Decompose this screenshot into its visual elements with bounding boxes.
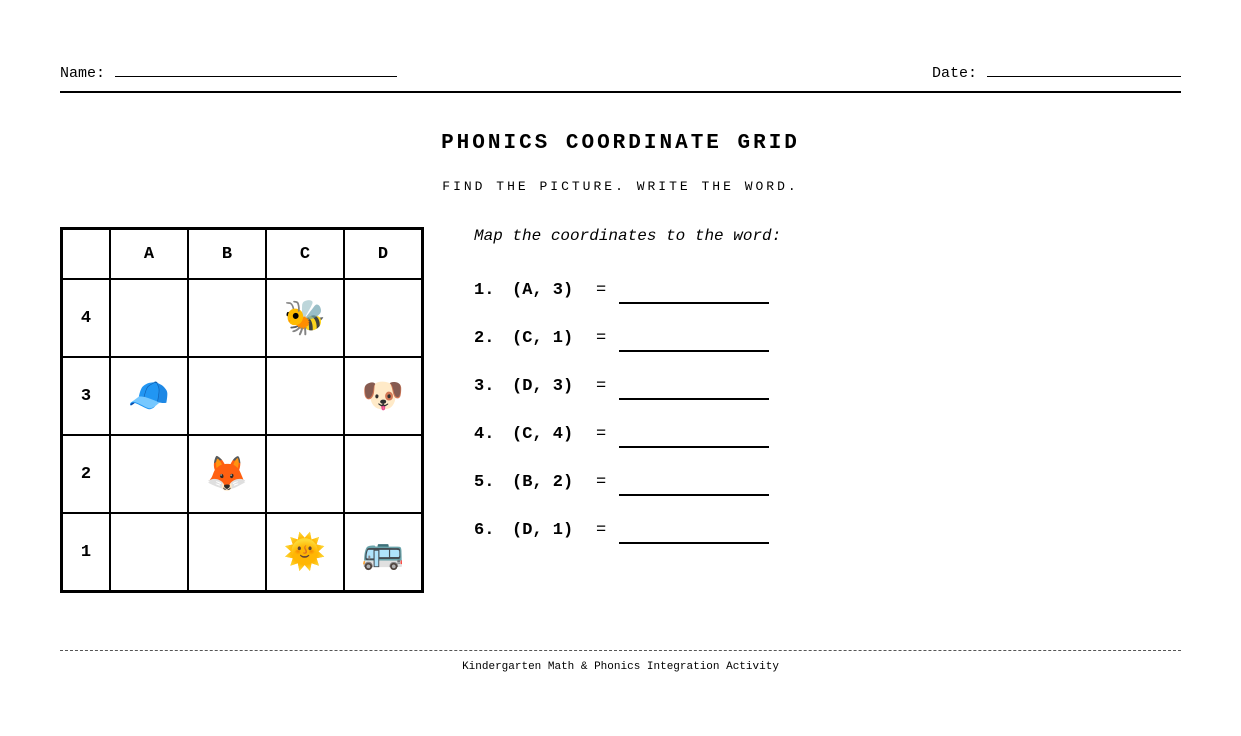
sun-icon: 🌞 [283,532,327,572]
date-blank[interactable] [987,62,1181,77]
row-label-3: 3 [62,357,111,435]
answer-blank[interactable] [619,425,769,448]
question-number: 5. [474,473,495,492]
answer-blank[interactable] [619,377,769,400]
answer-blank[interactable] [619,281,769,304]
row-label-4: 4 [62,279,111,357]
question-coordinate: (C, 4) [512,425,574,444]
column-header-c: C [266,229,344,280]
instructions: Map the coordinates to the word: [474,227,782,245]
cell-d3 [344,357,423,435]
equals-sign: = [596,329,607,348]
answer-blank[interactable] [619,329,769,352]
cell-d4 [344,279,423,357]
equals-sign: = [596,425,607,444]
footer-text: Kindergarten Math & Phonics Integration Activity [462,661,779,673]
cell-c1 [266,513,344,592]
cell-d2 [344,435,423,513]
question-item [474,425,769,473]
cell-a2 [110,435,188,513]
question-number: 3. [474,377,495,396]
grid-row-1 [62,513,423,592]
equals-sign: = [596,377,607,396]
question-coordinate: (B, 2) [512,473,574,492]
cell-c3 [266,357,344,435]
cell-c4 [266,279,344,357]
date-field [932,62,1181,82]
column-header-d: D [344,229,423,280]
column-header-b: B [188,229,266,280]
question-item [474,329,769,377]
cell-c2 [266,435,344,513]
cell-b4 [188,279,266,357]
equals-sign: = [596,473,607,492]
cell-b2 [188,435,266,513]
question-number: 6. [474,521,495,540]
answer-blank[interactable] [619,473,769,496]
question-item [474,521,769,569]
equals-sign: = [596,281,607,300]
question-coordinate: (A, 3) [512,281,574,300]
answer-blank[interactable] [619,521,769,544]
question-number: 1. [474,281,495,300]
row-label-1: 1 [62,513,111,592]
footer-divider [60,650,1181,651]
grid-row-3 [62,357,423,435]
page-title: PHONICS COORDINATE GRID [441,132,800,155]
question-coordinate: (D, 1) [512,521,574,540]
bee-icon: 🐝 [283,298,327,338]
question-item [474,377,769,425]
column-header-a: A [110,229,188,280]
cap-icon: 🧢 [127,376,171,416]
cell-d1 [344,513,423,592]
cell-a1 [110,513,188,592]
grid-row-4 [62,279,423,357]
cell-b1 [188,513,266,592]
worksheet-header [60,58,1181,93]
equals-sign: = [596,521,607,540]
row-label-2: 2 [62,435,111,513]
question-item [474,473,769,521]
grid-corner-cell [62,229,111,280]
cell-b3 [188,357,266,435]
question-coordinate: (D, 3) [512,377,574,396]
question-list [474,281,769,569]
page-subtitle: FIND THE PICTURE. WRITE THE WORD. [442,179,799,194]
cell-a4 [110,279,188,357]
dog-icon: 🐶 [361,376,405,416]
name-field [60,62,397,82]
question-number: 4. [474,425,495,444]
date-label: Date: [931,65,977,82]
name-blank[interactable] [115,62,397,77]
cell-a3 [110,357,188,435]
question-coordinate: (C, 1) [512,329,574,348]
bus-icon: 🚌 [361,532,405,572]
fox-icon: 🦊 [205,454,249,494]
question-item [474,281,769,329]
name-label: Name: [60,65,106,82]
question-number: 2. [474,329,495,348]
coordinate-grid [60,227,424,593]
grid-header-row [62,229,423,280]
grid-row-2 [62,435,423,513]
